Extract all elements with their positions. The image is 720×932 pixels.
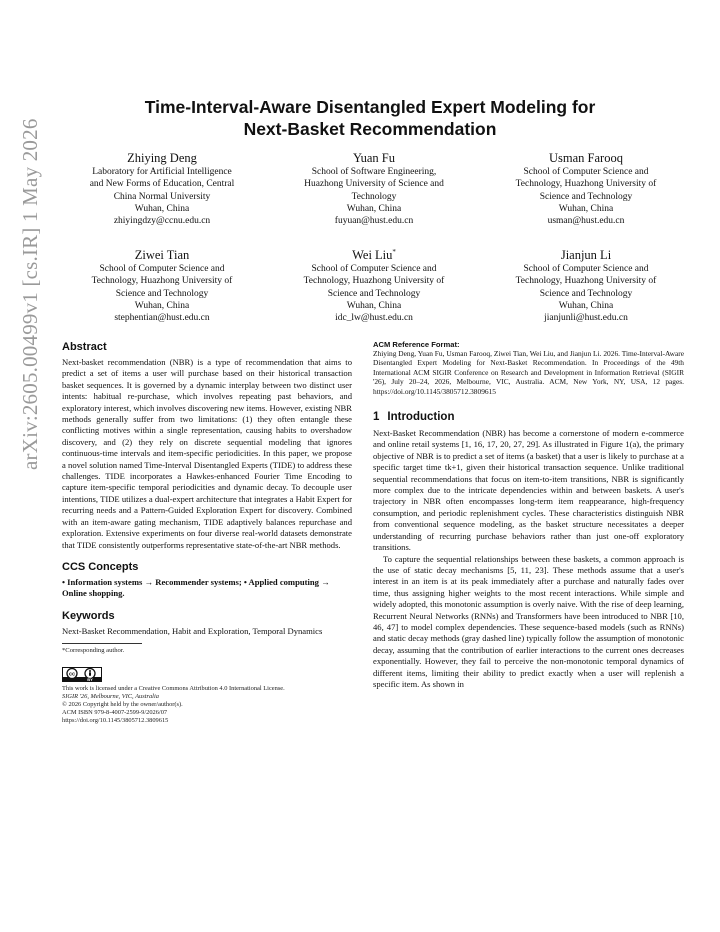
author-affiliation: China Normal University [113,191,211,202]
ccs-concepts-text: • Information systems → Recommender systems; • Applied computing → Online shopping. [62,576,330,599]
venue-line: SIGIR '26, Melbourne, VIC, Australia [62,693,159,701]
keywords-text: Next-Basket Recommendation, Habit and Exploration, Temporal Dynamics [62,625,323,636]
author-location: Wuhan, China [346,300,402,311]
intro-paragraph-2: To capture the sequential relationships between these baskets, a common approach is the use of static decay mechanisms [5, 11, 23]. These methods assume that a user's interest in an item is at its peak immediately after a purchase and naturally fades over time, thus assigning higher weights to the most recent interactions. While simple and widely adopted, this monotonic assumption is overly naive. With the rise of deep learning, Recurrent Neural Networks (RNNs) and Transformers have been introduced to NBR [10, 46, 47] to model complex dependencies. These sequence-based models (such as RNNs) and static decay methods (gray dashed line) typically follow the assumption of monotonic decay, assuming that the contribution of earlier interactions to the current ones decreases exponentially. However, they fail to perceive the non-monotonic temporal dynamics of different items, limiting their ability to predict exactly when a user will replenish a specific item. As shown in [373,553,684,689]
author-affiliation: School of Computer Science and [523,167,649,178]
author-location: Wuhan, China [558,203,614,214]
intro-paragraph-1: Next-Basket Recommendation (NBR) has become a cornerstone of modern e-commerce and online retail systems [1, 16, 17, 20, 27, 29]. As illustrated in Figure 1(a), the primary objective of NBR is to predict a set of items (a basket) that a user is likely to purchase at a specific target time tk+1, given their historical transaction sequence. Unlike traditional sequential recommendations that focus on item-to-item transitions, NBR is significantly more complex due to the intricate dependencies within and between baskets. A user's trajectory in NBR often encompasses long-term item reappearance, high-frequency consumption, and periodic replenishment cycles. These characteristics distinguish NBR from conventional sequence modeling, as the basket structure necessitates a deeper understanding of recurring purchase behaviors rather than just one-off exploratory transitions. [373,428,684,553]
corresponding-author-footnote: *Corresponding author. [62,647,125,655]
author-block [274,244,474,324]
author-name: Wei Liu* [352,248,396,263]
author-name: Jianjun Li [560,248,612,263]
author-affiliation: School of Computer Science and [311,264,437,275]
author-location: Wuhan, China [558,300,614,311]
author-affiliation: Science and Technology [115,288,209,299]
ccs-heading: CCS Concepts [62,560,139,573]
left-column [62,340,352,725]
authors-row-2 [62,244,686,324]
author-affiliation: Technology, Huazhong University of [515,276,657,287]
author-name: Zhiying Deng [127,151,197,166]
author-block [486,244,686,324]
abstract-heading: Abstract [62,341,107,353]
acm-reference-text: Zhiying Deng, Yuan Fu, Usman Farooq, Ziwei Tian, Wei Liu, and Jianjun Li. 2026. Time-Interval-Aware Disentangled Expert Modeling for Next-Basket Recommendation. In Proceedings of the 49th International ACM SIGIR Conference on Research and Development in Information Retrieval (SIGIR '26), July 20–24, 2026, Melbourne, VIC, Australia. ACM, New York, NY, USA, 12 pages. https://doi.org/10.1145/3805712.3809615 [373,349,684,396]
author-location: Wuhan, China [346,203,402,214]
author-name: Ziwei Tian [134,248,190,263]
footnote-rule [62,643,142,644]
introduction-heading [373,410,684,424]
title-line-2: Next-Basket Recommendation [243,119,497,139]
author-affiliation: Technology, Huazhong University of [91,276,233,287]
author-affiliation: Science and Technology [539,288,633,299]
author-email: fuyuan@hust.edu.cn [334,215,414,226]
cc-badge-cc: cc [68,671,76,678]
license-block [62,685,352,725]
author-affiliation: Technology, Huazhong University of [515,179,657,190]
author-affiliation: Science and Technology [539,191,633,202]
author-affiliation: School of Computer Science and [99,264,225,275]
section-number: 1 [373,411,380,424]
keywords-heading: Keywords [62,609,115,622]
author-affiliation: Technology [351,191,397,202]
author-email: jianjunli@hust.edu.cn [544,312,628,323]
author-location: Wuhan, China [134,203,190,214]
copyright-line: © 2026 Copyright held by the owner/author(s). [62,701,183,709]
author-block [62,147,262,227]
cc-by-icon [62,667,102,682]
author-affiliation: Laboratory for Artificial Intelligence [92,167,232,178]
paper-title [70,96,670,140]
author-affiliation: Science and Technology [327,288,421,299]
author-name: Yuan Fu [352,151,396,166]
section-title: Introduction [387,411,455,424]
author-affiliation: School of Software Engineering, [311,167,437,178]
author-email: idc_lw@hust.edu.cn [335,312,413,323]
author-affiliation: and New Forms of Education, Central [89,179,235,190]
author-affiliation: Technology, Huazhong University of [303,276,445,287]
author-block [486,147,686,227]
acm-reference-heading: ACM Reference Format: [373,340,460,349]
cc-badge-by: BY [87,677,93,683]
authors-row-1 [62,147,686,227]
doi-line: https://doi.org/10.1145/3805712.3809615 [62,717,169,725]
isbn-line: ACM ISBN 979-8-4007-2599-9/2026/07 [62,709,168,717]
author-affiliation: Huazhong University of Science and [304,179,444,190]
cc-by-license-badge [62,667,352,682]
title-line-1: Time-Interval-Aware Disentangled Expert Modeling for [144,97,596,117]
abstract-text: Next-basket recommendation (NBR) is a type of recommendation that aims to predict a set of items a user will purchase based on their historical transaction basket sequences. It is governed by a dynamic interplay between two distinct user intents: habitual re-purchase, which involves repeating past behaviors, and exploratory interest, which involves discovering new items. However, existing NBR methods generally suffer from two limitations: (1) they often entangle these conflicting motives within a single representation, causing habits to overshadow discovery, and (2) they rely on discrete sequential modeling that ignores continuous-time intervals and item-specific periodicities. In this paper, we propose a novel solution named Time-Interval Disentangled Experts (TIDE) to address these challenges. TIDE incorporates a Hawkes-enhanced Fourier Time Encoding to capture item-specific temporal periodicities and dynamic decay. To decouple user intentions, TIDE utilizes a dual-expert architecture that integrates a Habit Expert for recurring needs and a Pattern-Guided Exploration Expert for discovery. Combined with an item-aware gating mechanism, TIDE adaptively balances repurchase and exploration. Extensive experiments on four diverse real-world datasets demonstrate that TIDE consistently outperforms representative state-of-the-art NBR methods. [62,357,352,550]
author-block [62,244,262,324]
license-line: This work is licensed under a Creative Commons Attribution 4.0 International License. [62,685,285,693]
author-email: usman@hust.edu.cn [547,215,625,226]
right-column [373,340,684,690]
arxiv-identifier-stamp: arXiv:2605.00499v1 [cs.IR] 1 May 2026 [18,118,42,470]
author-block [274,147,474,227]
author-affiliation: School of Computer Science and [523,264,649,275]
author-email: zhiyingdzy@ccnu.edu.cn [113,215,211,226]
author-name: Usman Farooq [549,151,623,166]
author-location: Wuhan, China [134,300,190,311]
author-email: stephentian@hust.edu.cn [114,312,210,323]
